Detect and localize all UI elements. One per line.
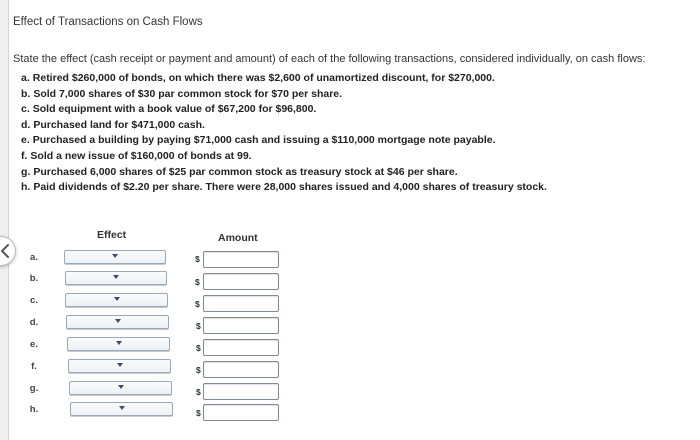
transaction-key: d. bbox=[21, 118, 31, 131]
table-row bbox=[0, 293, 700, 315]
transaction-key: f. bbox=[21, 149, 28, 162]
transaction-key: g. bbox=[21, 165, 31, 178]
row-label: c. bbox=[30, 295, 38, 306]
dropdown-arrow-icon bbox=[119, 406, 125, 410]
table-row bbox=[0, 271, 700, 293]
effect-select[interactable] bbox=[69, 381, 172, 395]
transaction-text: Sold equipment with a book value of $67,200 for $96,800. bbox=[32, 103, 317, 116]
effect-column-header: Effect bbox=[97, 229, 127, 241]
transaction-list bbox=[21, 71, 547, 196]
amount-input[interactable] bbox=[203, 361, 279, 378]
table-row bbox=[0, 402, 700, 424]
row-label: b. bbox=[29, 273, 39, 284]
dollar-sign: $ bbox=[196, 365, 201, 375]
transaction-key: e. bbox=[21, 134, 30, 147]
row-label: f. bbox=[31, 361, 37, 372]
dropdown-arrow-icon bbox=[118, 385, 124, 389]
dropdown-arrow-icon bbox=[116, 341, 122, 345]
transaction-item bbox=[21, 180, 547, 196]
row-label: d. bbox=[29, 317, 39, 328]
transaction-item bbox=[21, 102, 547, 118]
transaction-item bbox=[21, 118, 547, 134]
dollar-sign: $ bbox=[196, 387, 201, 397]
dollar-sign: $ bbox=[196, 321, 201, 331]
effect-select[interactable] bbox=[70, 402, 173, 416]
dollar-sign: $ bbox=[196, 343, 201, 353]
transaction-text: Sold 7,000 shares of $30 par common stock for $70 per share. bbox=[33, 87, 343, 100]
effect-select[interactable] bbox=[65, 293, 168, 307]
dropdown-arrow-icon bbox=[115, 319, 121, 323]
amount-input[interactable] bbox=[203, 404, 279, 421]
table-row bbox=[0, 250, 700, 272]
transaction-key: h. bbox=[21, 181, 31, 194]
transaction-text: Paid dividends of $2.20 per share. There were 28,000 shares issued and 4,000 shares of treasury stock. bbox=[33, 181, 547, 194]
dropdown-arrow-icon bbox=[114, 297, 120, 301]
amount-input[interactable] bbox=[203, 273, 279, 290]
table-row bbox=[0, 315, 700, 337]
transaction-item bbox=[21, 71, 547, 87]
dollar-sign: $ bbox=[195, 254, 200, 264]
transaction-text: Sold a new issue of $160,000 of bonds at 99. bbox=[30, 149, 252, 162]
amount-column-header: Amount bbox=[218, 232, 258, 244]
effect-select[interactable] bbox=[65, 271, 167, 285]
dropdown-arrow-icon bbox=[117, 363, 123, 367]
page-title: Effect of Transactions on Cash Flows bbox=[13, 16, 203, 28]
table-row bbox=[0, 337, 700, 359]
effect-select[interactable] bbox=[66, 315, 169, 329]
transaction-item bbox=[21, 133, 547, 149]
transaction-item bbox=[21, 165, 547, 181]
row-label: a. bbox=[30, 252, 38, 263]
amount-input[interactable] bbox=[203, 383, 279, 400]
amount-input[interactable] bbox=[203, 295, 279, 312]
effect-select[interactable] bbox=[67, 337, 170, 351]
amount-input[interactable] bbox=[203, 339, 279, 356]
dollar-sign: $ bbox=[195, 299, 200, 309]
amount-input[interactable] bbox=[203, 317, 279, 334]
effect-select[interactable] bbox=[64, 250, 166, 264]
table-row bbox=[0, 359, 700, 381]
transaction-text: Purchased a building by paying $71,000 cash and issuing a $110,000 mortgage note payable. bbox=[32, 134, 496, 147]
dollar-sign: $ bbox=[195, 277, 200, 287]
transaction-key: b. bbox=[21, 87, 31, 100]
transaction-key: c. bbox=[21, 103, 30, 116]
instructions: State the effect (cash receipt or payment and amount) of each of the following transactions, considered individually, on cash flows: bbox=[13, 53, 646, 65]
transaction-key: a. bbox=[21, 72, 30, 84]
row-label: g. bbox=[29, 383, 39, 394]
amount-input[interactable] bbox=[203, 251, 279, 268]
transaction-text: Purchased land for $471,000 cash. bbox=[33, 118, 205, 131]
effect-select[interactable] bbox=[68, 359, 171, 373]
row-label: e. bbox=[30, 339, 38, 350]
transaction-text: Purchased 6,000 shares of $25 par common stock as treasury stock at $46 per share. bbox=[33, 165, 458, 178]
transaction-text: Retired $260,000 of bonds, on which there was $2,600 of unamortized discount, for $270,000. bbox=[32, 72, 495, 84]
dollar-sign: $ bbox=[196, 408, 201, 418]
transaction-item bbox=[21, 87, 547, 103]
row-label: h. bbox=[29, 404, 39, 415]
transaction-item bbox=[21, 149, 547, 165]
table-row bbox=[0, 381, 700, 403]
dropdown-arrow-icon bbox=[112, 254, 118, 258]
dropdown-arrow-icon bbox=[113, 275, 119, 279]
